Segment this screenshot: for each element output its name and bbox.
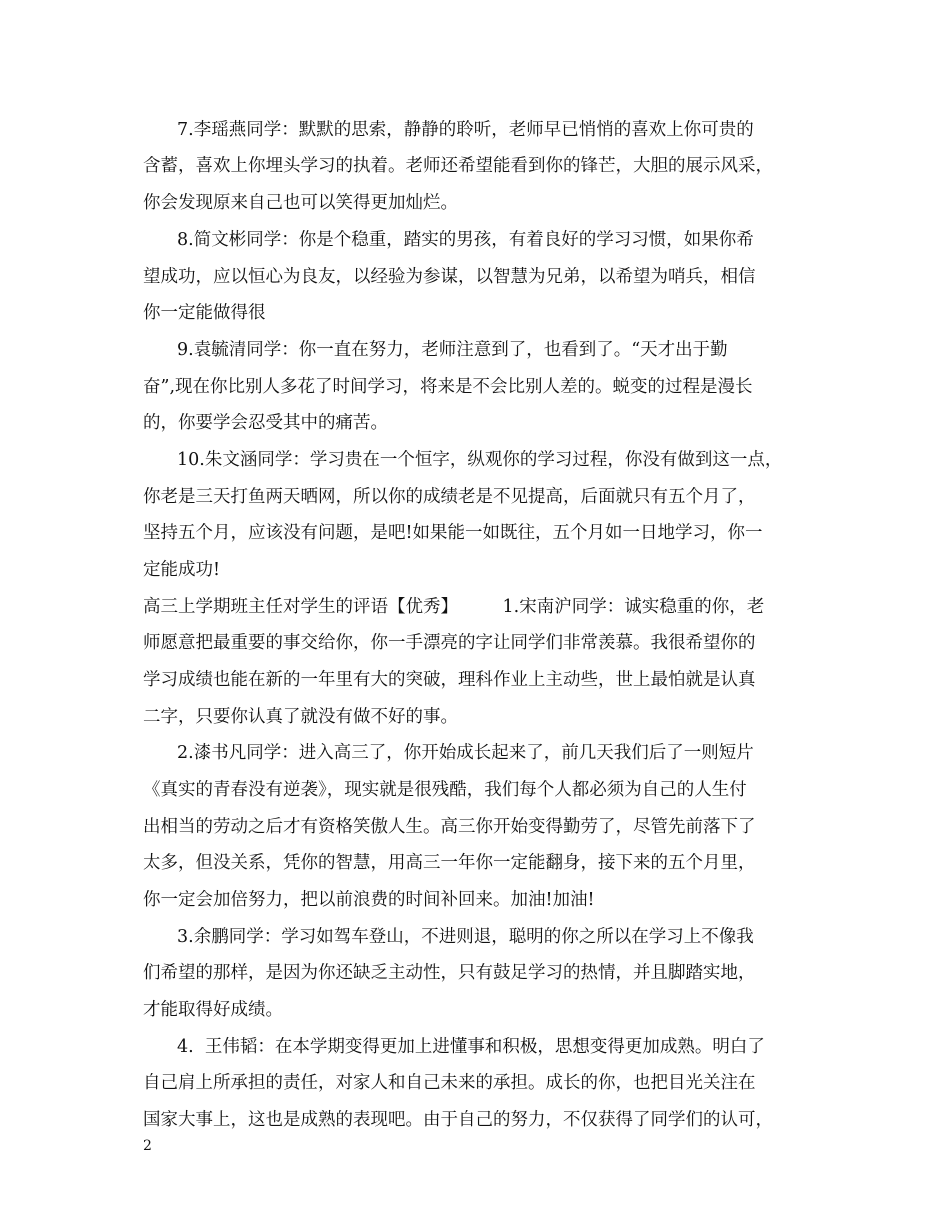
text-line: 二字，只要你认真了就没有做不好的事。 [143, 707, 458, 727]
text-line: 学习成绩也能在新的一年里有大的突破，理科作业上主动些，世上最怕就是认真 [143, 670, 756, 690]
text-line: 7.李瑶燕同学：默默的思索，静静的聆听，老师早已悄悄的喜欢上你可贵的 [177, 120, 754, 140]
text-line: 才能取得好成绩。 [143, 1000, 283, 1020]
text-line: 出相当的劳动之后才有资格笑傲人生。高三你开始变得勤劳了，尽管先前落下了 [143, 817, 756, 837]
text-line: 含蓄，喜欢上你埋头学习的执着。老师还希望能看到你的锋芒，大胆的展示风采， [143, 156, 773, 176]
text-line: 望成功，应以恒心为良友，以经验为参谋，以智慧为兄弟，以希望为哨兵，相信 [143, 267, 756, 287]
text-line: 你一定能做得很 [143, 303, 266, 323]
text-line: 定能成功! [143, 560, 221, 580]
text-line: 你老是三天打鱼两天晒网，所以你的成绩老是不见提高，后面就只有五个月了， [143, 487, 756, 507]
text-line: 高三上学期班主任对学生的评语【优秀】 1.宋南沪同学：诚实稳重的你，老 [143, 597, 765, 617]
text-line: 你会发现原来自己也可以笑得更加灿烂。 [143, 193, 458, 213]
page-number: 2 [143, 1138, 152, 1154]
text-line: 9.袁毓清同学：你一直在努力，老师注意到了，也看到了。“天才出于勤 [177, 340, 728, 360]
text-line: 坚持五个月，应该没有问题，是吧!如果能一如既往，五个月如一日地学习，你一 [143, 523, 763, 543]
text-line: 3.余鹏同学：学习如驾车登山，不进则退，聪明的你之所以在学习上不像我 [177, 927, 754, 947]
text-line: 《真实的青春没有逆袭》，现实就是很残酷，我们每个人都必须为自己的人生付 [143, 780, 747, 800]
text-line: 奋”,现在你比别人多花了时间学习，将来是不会比别人差的。蜕变的过程是漫长 [143, 377, 753, 397]
text-line: 10.朱文涵同学：学习贵在一个恒字，纵观你的学习过程，你没有做到这一点， [177, 450, 783, 470]
text-line: 国家大事上，这也是成熟的表现吧。由于自己的努力，不仅获得了同学们的认可， [143, 1110, 773, 1130]
text-line: 自己肩上所承担的责任，对家人和自己未来的承担。成长的你，也把目光关注在 [143, 1073, 756, 1093]
text-line: 你一定会加倍努力，把以前浪费的时间补回来。加油!加油! [143, 890, 595, 910]
text-line: 师愿意把最重要的事交给你，你一手漂亮的字让同学们非常羡慕。我很希望你的 [143, 633, 756, 653]
text-line: 太多，但没关系，凭你的智慧，用高三一年你一定能翻身，接下来的五个月里， [143, 853, 756, 873]
text-line: 2.漆书凡同学：进入高三了，你开始成长起来了，前几天我们后了一则短片 [177, 743, 754, 763]
text-line: 的，你要学会忍受其中的痛苦。 [143, 413, 388, 433]
text-line: 8.简文彬同学：你是个稳重，踏实的男孩，有着良好的学习习惯，如果你希 [177, 230, 754, 250]
text-line: 们希望的那样，是因为你还缺乏主动性，只有鼓足学习的热情，并且脚踏实地， [143, 963, 756, 983]
text-line: 4. 王伟韬：在本学期变得更加上进懂事和积极，思想变得更加成熟。明白了 [177, 1037, 765, 1057]
